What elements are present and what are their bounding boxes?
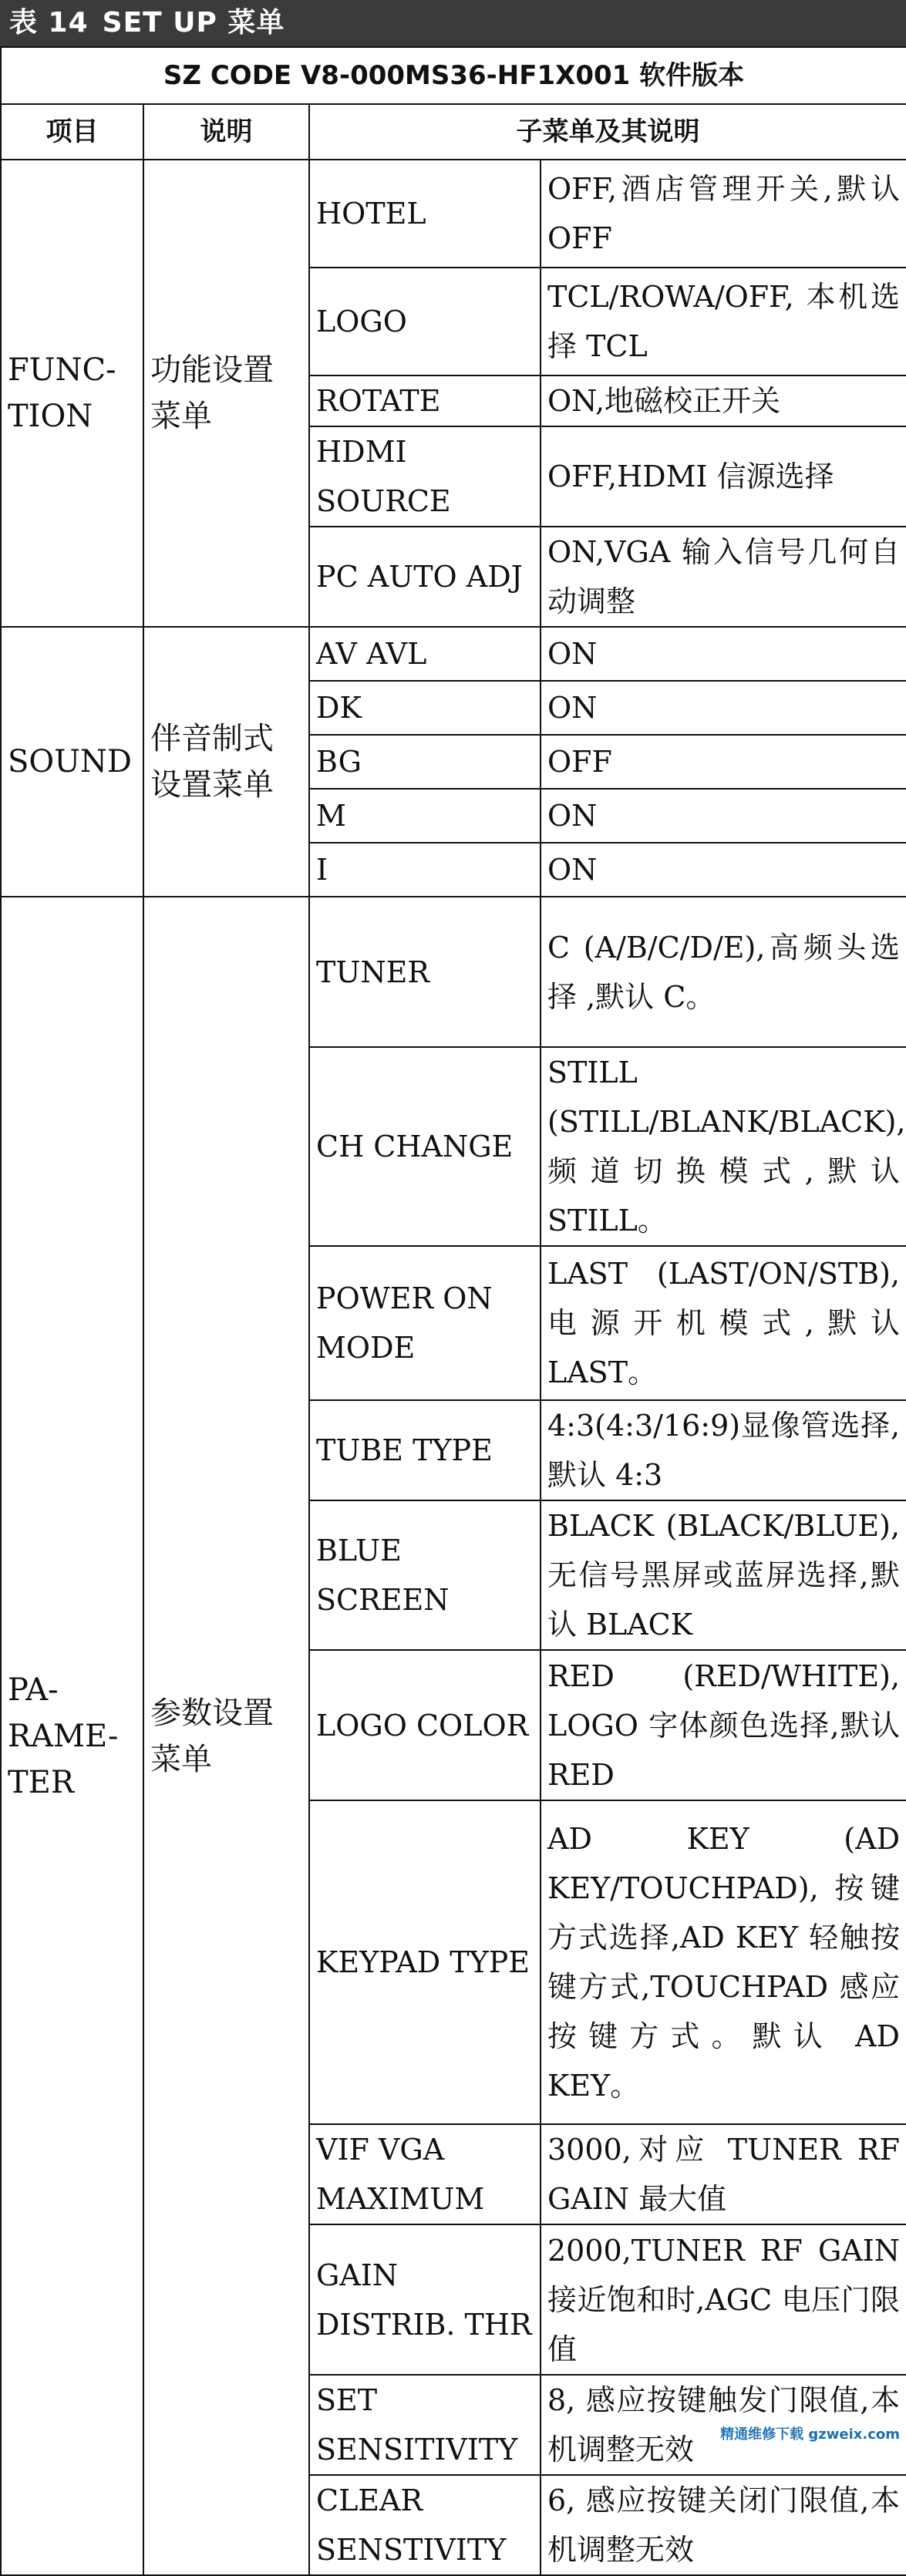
submenu-value-cell: LAST (LAST/ON/STB),电源开机模式,默认 LAST。 — [541, 1246, 906, 1400]
submenu-value-cell: C (A/B/C/D/E),高频头选择 ,默认 C。 — [541, 897, 906, 1047]
table-row — [1, 627, 906, 681]
submenu-value-cell: 3000,对应 TUNER RF GAIN 最大值 — [541, 2124, 906, 2224]
submenu-name-cell: CH CHANGE — [309, 1047, 541, 1246]
submenu-name-cell: ROTATE — [309, 375, 541, 426]
item-cell: FUNC-TION — [1, 160, 143, 627]
submenu-name-cell: POWER ON MODE — [309, 1246, 541, 1400]
submenu-name-cell: BLUE SCREEN — [309, 1500, 541, 1650]
submenu-name-cell: CLEAR SENSTIVITY — [309, 2475, 541, 2575]
submenu-name-cell: AV AVL — [309, 627, 541, 681]
submenu-value-cell: ON — [541, 681, 906, 735]
submenu-name-cell: DK — [309, 681, 541, 735]
submenu-value-cell: ON,地磁校正开关 — [541, 375, 906, 426]
submenu-value-cell: BLACK (BLACK/BLUE), 无信号黑屏或蓝屏选择,默认 BLACK — [541, 1500, 906, 1650]
submenu-name-cell: KEYPAD TYPE — [309, 1800, 541, 2124]
submenu-value-cell: ON,VGA 输入信号几何自动调整 — [541, 527, 906, 627]
site-watermark: 精通维修下载 gzweix.com — [720, 2423, 900, 2443]
description-cell: 参数设置菜单 — [143, 897, 309, 2575]
submenu-value-cell: 8, 感应按键触发门限值,本机调整无效 — [541, 2375, 906, 2475]
submenu-value-cell: AD KEY (AD KEY/TOUCHPAD), 按键方式选择,AD KEY 轻触按键方式,TOUCHPAD 感应按键方式。默认 AD KEY。 — [541, 1800, 906, 2124]
table-title: SET UP 菜单 — [103, 7, 285, 39]
header-description: 说明 — [143, 104, 309, 160]
header-item: 项目 — [1, 104, 143, 160]
submenu-value-cell: 4:3(4:3/16:9)显像管选择,默认 4:3 — [541, 1400, 906, 1500]
description-cell: 伴音制式设置菜单 — [143, 627, 309, 897]
submenu-value-cell: ON — [541, 843, 906, 897]
header-row — [1, 104, 906, 160]
submenu-name-cell: HDMI SOURCE — [309, 426, 541, 527]
submenu-value-cell: ON — [541, 789, 906, 843]
submenu-name-cell: LOGO COLOR — [309, 1650, 541, 1800]
table-row — [1, 897, 906, 1047]
submenu-name-cell: TUNER — [309, 897, 541, 1047]
submenu-name-cell: PC AUTO ADJ — [309, 527, 541, 627]
software-version-row — [1, 47, 906, 104]
description-cell: 功能设置菜单 — [143, 160, 309, 627]
submenu-value-cell: OFF,HDMI 信源选择 — [541, 426, 906, 527]
submenu-name-cell: LOGO — [309, 268, 541, 375]
submenu-name-cell: VIF VGA MAXIMUM — [309, 2124, 541, 2224]
item-cell: PA-RAME-TER — [1, 897, 143, 2575]
table-number: 表 14 — [9, 7, 89, 39]
submenu-value-cell: STILL (STILL/BLANK/BLACK), 频道切换模式,默认 STILL。 — [541, 1047, 906, 1246]
submenu-value-cell: OFF — [541, 735, 906, 789]
submenu-value-cell: OFF,酒店管理开关,默认 OFF — [541, 160, 906, 268]
submenu-name-cell: GAIN DISTRIB. THR — [309, 2224, 541, 2375]
submenu-value-cell: 6, 感应按键关闭门限值,本机调整无效 — [541, 2475, 906, 2575]
submenu-name-cell: I — [309, 843, 541, 897]
submenu-name-cell: SET SENSITIVITY — [309, 2375, 541, 2475]
table-body — [1, 160, 906, 2575]
submenu-name-cell: BG — [309, 735, 541, 789]
header-submenu: 子菜单及其说明 — [309, 104, 906, 160]
submenu-name-cell: TUBE TYPE — [309, 1400, 541, 1500]
submenu-value-cell: 2000,TUNER RF GAIN 接近饱和时,AGC 电压门限值 — [541, 2224, 906, 2375]
table-caption — [0, 0, 906, 46]
submenu-value-cell: TCL/ROWA/OFF, 本机选择 TCL — [541, 268, 906, 375]
submenu-name-cell: M — [309, 789, 541, 843]
software-code: SZ CODE V8-000MS36-HF1X001 软件版本 — [1, 47, 906, 104]
submenu-name-cell: HOTEL — [309, 160, 541, 268]
table-row — [1, 160, 906, 268]
submenu-value-cell: ON — [541, 627, 906, 681]
item-cell: SOUND — [1, 627, 143, 897]
setup-menu-table — [0, 46, 906, 2576]
submenu-value-cell: RED (RED/WHITE), LOGO 字体颜色选择,默认 RED — [541, 1650, 906, 1800]
